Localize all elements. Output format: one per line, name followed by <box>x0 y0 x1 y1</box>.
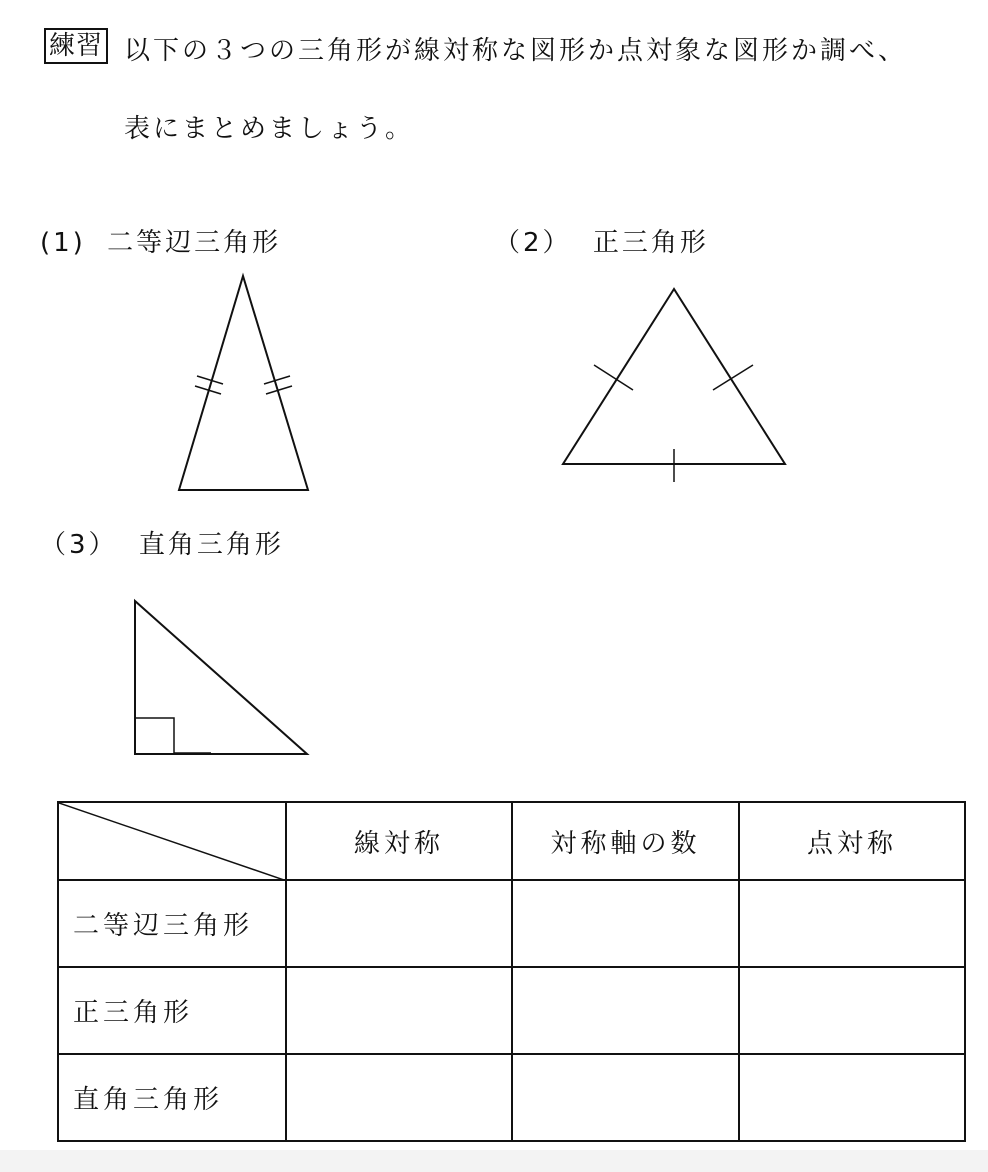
diagonal-corner-cell <box>58 802 286 880</box>
answer-cell[interactable] <box>512 880 739 967</box>
problem-3-title: 直角三角形 <box>138 530 284 560</box>
answer-cell[interactable] <box>512 967 739 1054</box>
answer-cell[interactable] <box>286 880 512 967</box>
column-header-axis-count: 対称軸の数 <box>512 802 739 880</box>
page-bottom-strip <box>0 1150 988 1172</box>
problem-2-title: 正三角形 <box>592 228 709 258</box>
right-angle-mark <box>135 718 174 754</box>
problem-3-number: （3） <box>40 530 118 560</box>
row-header-equilateral: 正三角形 <box>58 967 286 1054</box>
problem-1-title: 二等辺三角形 <box>107 228 282 258</box>
column-header-point-symmetry: 点対称 <box>739 802 965 880</box>
exercise-label: 練習 <box>44 28 108 64</box>
right-triangle <box>135 601 307 754</box>
table-header-row <box>58 802 965 880</box>
instruction-line-1: 以下の３つの三角形が線対称な図形か点対象な図形か調べ、 <box>124 36 908 66</box>
problem-2-number: （2） <box>494 228 572 258</box>
answer-cell[interactable] <box>512 1054 739 1141</box>
answer-cell[interactable] <box>286 1054 512 1141</box>
answer-cell[interactable] <box>739 967 965 1054</box>
diagonal-line <box>59 803 287 881</box>
row-header-isosceles: 二等辺三角形 <box>58 880 286 967</box>
table-row <box>58 880 965 967</box>
table-row <box>58 1054 965 1141</box>
column-header-line-symmetry: 線対称 <box>286 802 512 880</box>
answer-cell[interactable] <box>286 967 512 1054</box>
answer-cell[interactable] <box>739 880 965 967</box>
row-header-right-triangle: 直角三角形 <box>58 1054 286 1141</box>
answer-cell[interactable] <box>739 1054 965 1141</box>
table-row <box>58 967 965 1054</box>
instruction-line-2: 表にまとめましょう。 <box>124 114 415 144</box>
summary-table <box>57 801 966 1142</box>
problem-1-number: (1) <box>40 228 86 258</box>
